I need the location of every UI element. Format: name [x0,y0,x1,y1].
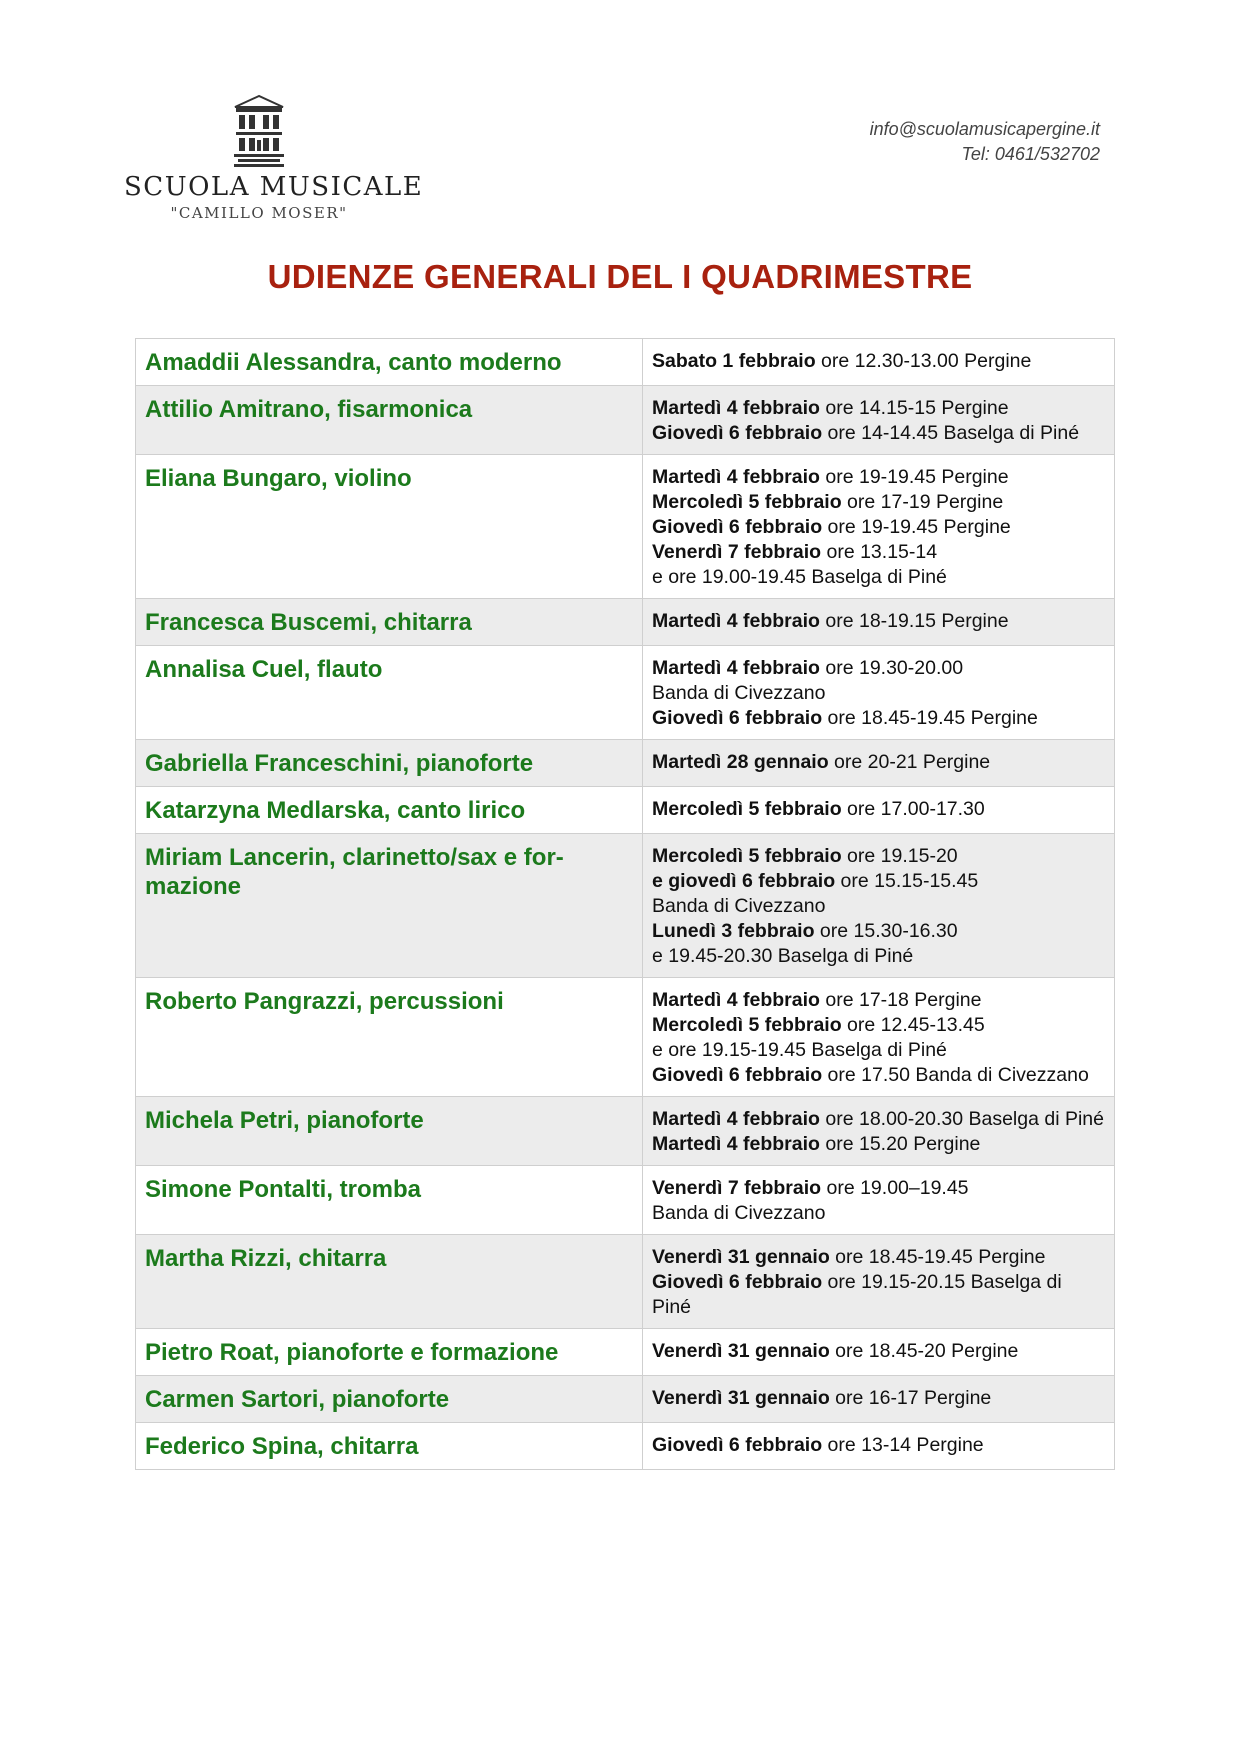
slot-time: ore 19.15-20.15 Baselga di Piné [652,1271,1062,1318]
teacher-cell: Martha Rizzi, chitarra [136,1235,643,1329]
slot-time: ore 14.15-15 Pergine [819,397,1009,419]
slot-line [652,844,1106,869]
slot-day: Venerdì 31 gennaio [652,1246,830,1268]
slots-cell [643,1329,1115,1376]
slots-cell [643,1423,1115,1470]
contact-email[interactable]: info@scuolamusicapergine.it [869,119,1100,139]
slot-line [652,1013,1106,1038]
slot-day: Mercoledì 5 febbraio [652,1014,842,1036]
teacher-cell: Miriam Lancerin, clarinetto/sax e for-mazione [136,834,643,978]
slot-line [652,1339,1106,1364]
slot-day: e giovedì 6 febbraio [652,870,836,892]
teacher-cell: Katarzyna Medlarska, canto lirico [136,787,643,834]
page-title: UDIENZE GENERALI DEL I QUADRIMESTRE [267,258,973,295]
slot-day: Martedì 28 gennaio [652,751,829,773]
slots-cell [643,787,1115,834]
slot-time: ore 17.00-17.30 [841,798,985,820]
slot-line [652,869,1106,894]
contact-phone: Tel: 0461/532702 [961,144,1100,164]
slots-cell [643,339,1115,386]
slot-time: ore 18.45-19.45 Pergine [829,1246,1046,1268]
slot-day: Venerdì 7 febbraio [652,541,822,563]
teacher-cell: Annalisa Cuel, flauto [136,646,643,740]
slot-line [652,609,1106,634]
slot-day: Mercoledì 5 febbraio [652,798,842,820]
slot-line [652,750,1106,775]
slot-time: ore 18.45-19.45 Pergine [822,707,1038,729]
table-row [136,339,1115,386]
slot-day: Giovedì 6 febbraio [652,1064,823,1086]
slots-cell [643,1166,1115,1235]
slot-line [652,656,1106,681]
slot-line [652,1201,1106,1226]
slots-cell [643,1235,1115,1329]
slot-day: Venerdì 31 gennaio [652,1387,830,1409]
slot-time: ore 13.15-14 [821,541,938,563]
slot-time: ore 20-21 Pergine [828,751,991,773]
slot-line [652,490,1106,515]
school-logo [124,94,424,222]
slot-line [652,919,1106,944]
slot-time: ore 16-17 Pergine [829,1387,992,1409]
slot-time: ore 19-19.45 Pergine [819,466,1009,488]
slot-time: ore 15.30-16.30 [814,920,958,942]
teacher-cell: Pietro Roat, pianoforte e formazione [136,1329,643,1376]
slot-time: ore 13-14 Pergine [822,1434,984,1456]
table-row [136,386,1115,455]
slot-line [652,1433,1106,1458]
slot-line [652,396,1106,421]
table-row [136,1423,1115,1470]
slot-day: Martedì 4 febbraio [652,657,820,679]
slot-line [652,515,1106,540]
table-row [136,599,1115,646]
slot-time: Banda di Civezzano [652,1202,826,1224]
slot-time: ore 19.00–19.45 [821,1177,969,1199]
teacher-cell: Attilio Amitrano, fisarmonica [136,386,643,455]
slot-time: ore 14-14.45 Baselga di Piné [822,422,1080,444]
slot-time: ore 17-19 Pergine [841,491,1004,513]
slot-time: ore 17-18 Pergine [819,989,982,1011]
slot-line [652,797,1106,822]
slot-line [652,988,1106,1013]
table-row [136,978,1115,1097]
logo-subtitle: "CAMILLO MOSER" [170,204,348,222]
teacher-cell: Gabriella Franceschini, pianoforte [136,740,643,787]
slots-cell [643,834,1115,978]
slot-line [652,349,1106,374]
slot-line [652,1270,1106,1320]
slot-day: Lunedì 3 febbraio [652,920,815,942]
table-row [136,1329,1115,1376]
slots-cell [643,599,1115,646]
slot-time: e ore 19.00-19.45 Baselga di Piné [652,566,947,588]
table-row [136,834,1115,978]
slot-line [652,1107,1106,1132]
slot-day: Martedì 4 febbraio [652,1133,820,1155]
slot-time: ore 17.50 Banda di Civezzano [822,1064,1089,1086]
slot-line [652,681,1106,706]
teacher-cell: Roberto Pangrazzi, percussioni [136,978,643,1097]
slot-day: Giovedì 6 febbraio [652,516,823,538]
slot-time: ore 15.20 Pergine [819,1133,981,1155]
table-row [136,455,1115,599]
schedule-body [136,339,1115,1470]
slots-cell [643,1376,1115,1423]
slots-cell [643,386,1115,455]
slot-time: ore 19.15-20 [841,845,958,867]
slot-day: Martedì 4 febbraio [652,397,820,419]
slot-line [652,565,1106,590]
slot-day: Giovedì 6 febbraio [652,1434,823,1456]
slot-line [652,1038,1106,1063]
slot-day: Venerdì 7 febbraio [652,1177,822,1199]
slot-line [652,1386,1106,1411]
slot-time: ore 18-19.15 Pergine [819,610,1009,632]
slots-cell [643,646,1115,740]
slot-day: Martedì 4 febbraio [652,466,820,488]
slot-time: Banda di Civezzano [652,682,826,704]
teacher-cell: Simone Pontalti, tromba [136,1166,643,1235]
slot-line [652,540,1106,565]
slot-line [652,1245,1106,1270]
table-row [136,1166,1115,1235]
slots-cell [643,740,1115,787]
slot-line [652,1132,1106,1157]
contact-block [870,117,1100,167]
slot-time: ore 18.00-20.30 Baselga di Piné [819,1108,1104,1130]
slot-day: Martedì 4 febbraio [652,610,820,632]
teacher-cell: Eliana Bungaro, violino [136,455,643,599]
teacher-cell: Michela Petri, pianoforte [136,1097,643,1166]
slots-cell [643,455,1115,599]
slot-day: Giovedì 6 febbraio [652,1271,823,1293]
slot-day: Martedì 4 febbraio [652,989,820,1011]
slot-time: ore 15.15-15.45 [835,870,979,892]
slot-day: Venerdì 31 gennaio [652,1340,830,1362]
slot-line [652,706,1106,731]
slot-time: ore 19.30-20.00 [819,657,964,679]
slot-line [652,1063,1106,1088]
slot-day: Mercoledì 5 febbraio [652,491,842,513]
teacher-cell: Carmen Sartori, pianoforte [136,1376,643,1423]
table-row [136,787,1115,834]
slot-day: Mercoledì 5 febbraio [652,845,842,867]
teacher-cell: Federico Spina, chitarra [136,1423,643,1470]
table-row [136,1235,1115,1329]
slot-line [652,894,1106,919]
table-row [136,646,1115,740]
slot-line [652,944,1106,969]
slot-time: Banda di Civezzano [652,895,826,917]
slot-time: ore 18.45-20 Pergine [829,1340,1019,1362]
teacher-cell: Amaddii Alessandra, canto moderno [136,339,643,386]
slot-line [652,1176,1106,1201]
slot-day: Sabato 1 febbraio [652,350,816,372]
slot-line [652,421,1106,446]
table-row [136,740,1115,787]
slot-line [652,465,1106,490]
slot-day: Giovedì 6 febbraio [652,422,823,444]
slot-time: ore 19-19.45 Pergine [822,516,1011,538]
slot-day: Giovedì 6 febbraio [652,707,823,729]
building-icon [233,94,285,168]
slot-time: e 19.45-20.30 Baselga di Piné [652,945,914,967]
teacher-cell: Francesca Buscemi, chitarra [136,599,643,646]
table-row [136,1376,1115,1423]
slots-cell [643,1097,1115,1166]
slots-cell [643,978,1115,1097]
table-row [136,1097,1115,1166]
slot-time: e ore 19.15-19.45 Baselga di Piné [652,1039,947,1061]
slot-time: ore 12.30-13.00 Pergine [815,350,1032,372]
logo-name: SCUOLA MUSICALE [124,172,424,202]
schedule-table [135,338,1115,1470]
slot-time: ore 12.45-13.45 [841,1014,985,1036]
slot-day: Martedì 4 febbraio [652,1108,820,1130]
